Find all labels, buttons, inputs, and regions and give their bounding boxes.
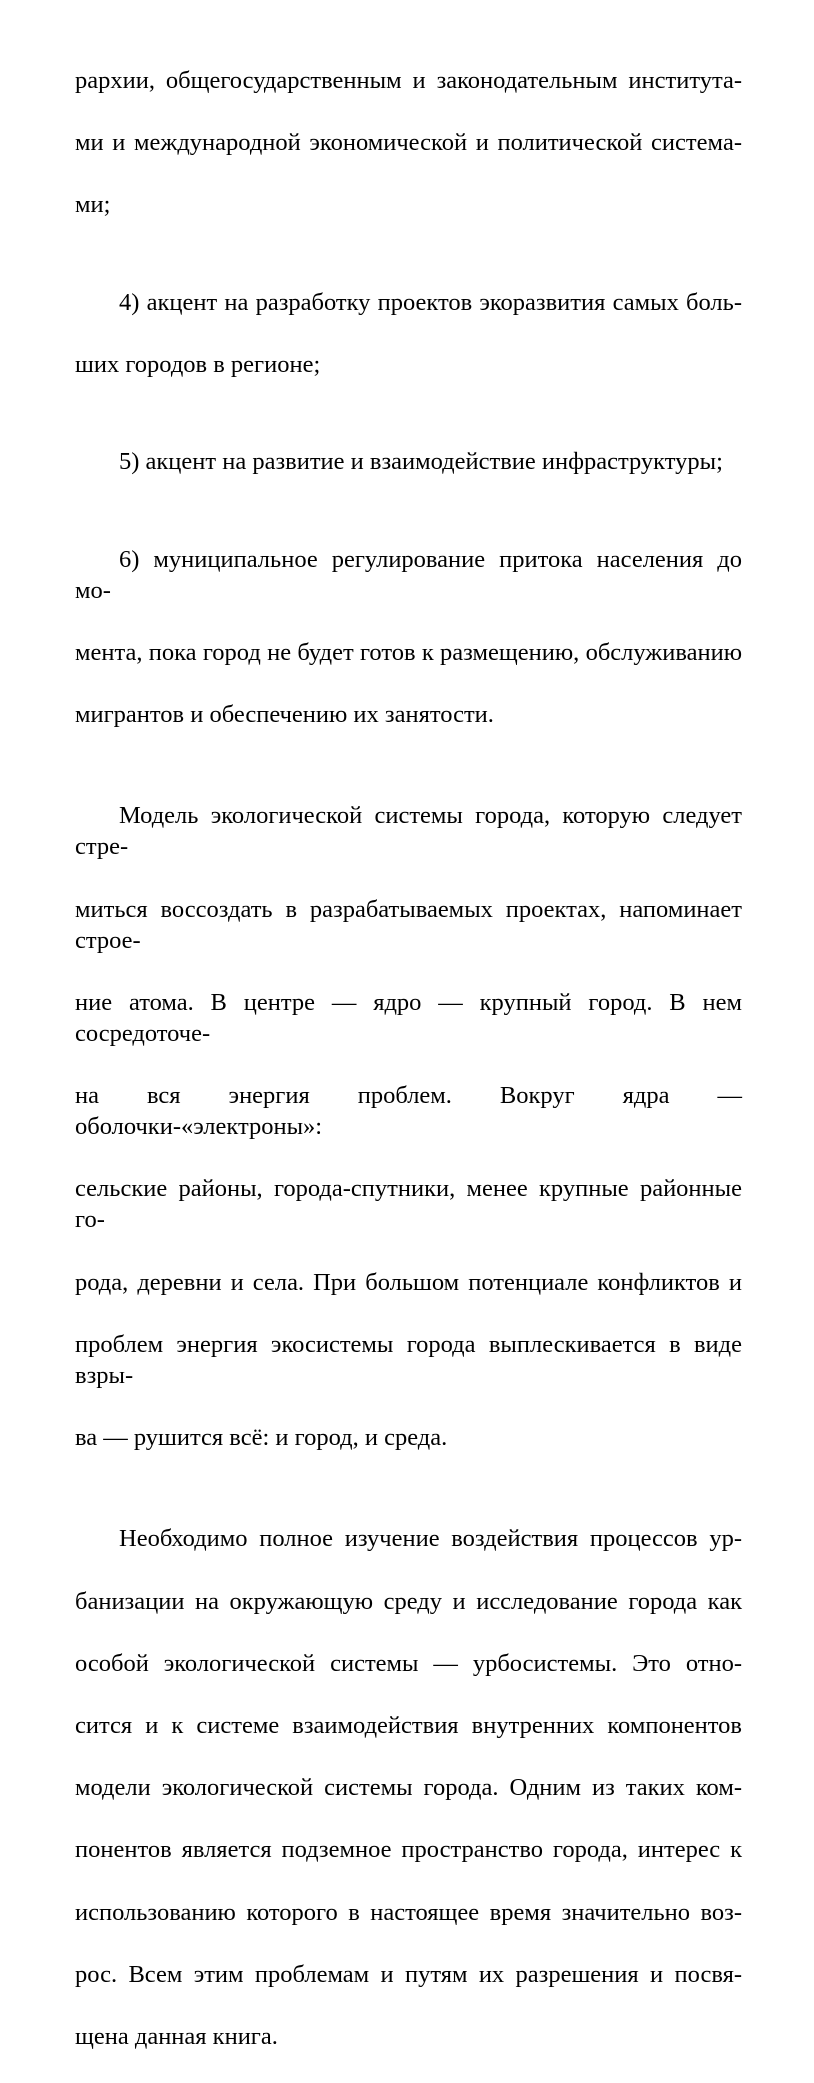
text-line: ми и международной экономической и политической системa-	[75, 129, 742, 157]
text-line: банизации на окружающую среду и исследование города как	[75, 1587, 742, 1615]
text-line: понентов является подземное пространство города, интерес к	[75, 1836, 742, 1864]
text-line: ших городов в регионе;	[75, 350, 321, 378]
text-line: ва — рушится всё: и город, и среда.	[75, 1424, 448, 1452]
text-line: миться воссоздать в разрабатываемых проектах, напоминает строе-	[75, 895, 742, 954]
text-line: ми;	[75, 191, 111, 219]
text-line: сится и к системе взаимодействия внутренних компонентов	[75, 1711, 742, 1739]
text-line: Необходимо полное изучение воздействия процессов ур-	[119, 1525, 742, 1553]
text-line: рода, деревни и села. При большом потенциале конфликтов и	[75, 1268, 742, 1296]
text-line: ние атома. В центре — ядро — крупный город. В нем сосредоточе-	[75, 988, 742, 1047]
text-line: рос. Всем этим проблемам и путям их разрешения и посвя-	[75, 1960, 742, 1988]
text-line: щена данная книга.	[75, 2022, 278, 2050]
document-page	[75, 34, 742, 2083]
text-line: Модель экологической системы города, которую следует стре-	[75, 802, 742, 861]
text-line: особой экологической системы — урбосистемы. Это отно-	[75, 1649, 742, 1677]
text-line: использованию которого в настоящее время значительно воз-	[75, 1898, 742, 1926]
text-line: мигрантов и обеспечению их занятости.	[75, 700, 494, 728]
list-item-5	[75, 415, 742, 508]
text-line: 5) акцент на развитие и взаимодействие инфраструктуры;	[119, 448, 723, 476]
list-item-4	[75, 256, 742, 411]
text-line: рархии, общегосударственным и законодательным института-	[75, 67, 742, 95]
conclusion-paragraph	[75, 1492, 742, 2083]
text-line: проблем энергия экосистемы города выплескивается в виде взры-	[75, 1330, 742, 1389]
text-line: мента, пока город не будет готов к размещению, обслуживанию	[75, 638, 742, 666]
text-line: модели экологической системы города. Одним из таких ком-	[75, 1774, 742, 1802]
text-line: 4) акцент на разработку проектов экоразвития самых боль-	[119, 288, 742, 316]
text-line: на вся энергия проблем. Вокруг ядра — оболочки-«электроны»:	[75, 1082, 742, 1141]
list-item-6	[75, 512, 742, 761]
model-paragraph	[75, 769, 742, 1484]
paragraph-continuation	[75, 34, 742, 252]
text-line: 6) муниципальное регулирование притока населения до мо-	[75, 545, 742, 604]
text-line: сельские районы, города-спутники, менее крупные районные го-	[75, 1175, 742, 1234]
